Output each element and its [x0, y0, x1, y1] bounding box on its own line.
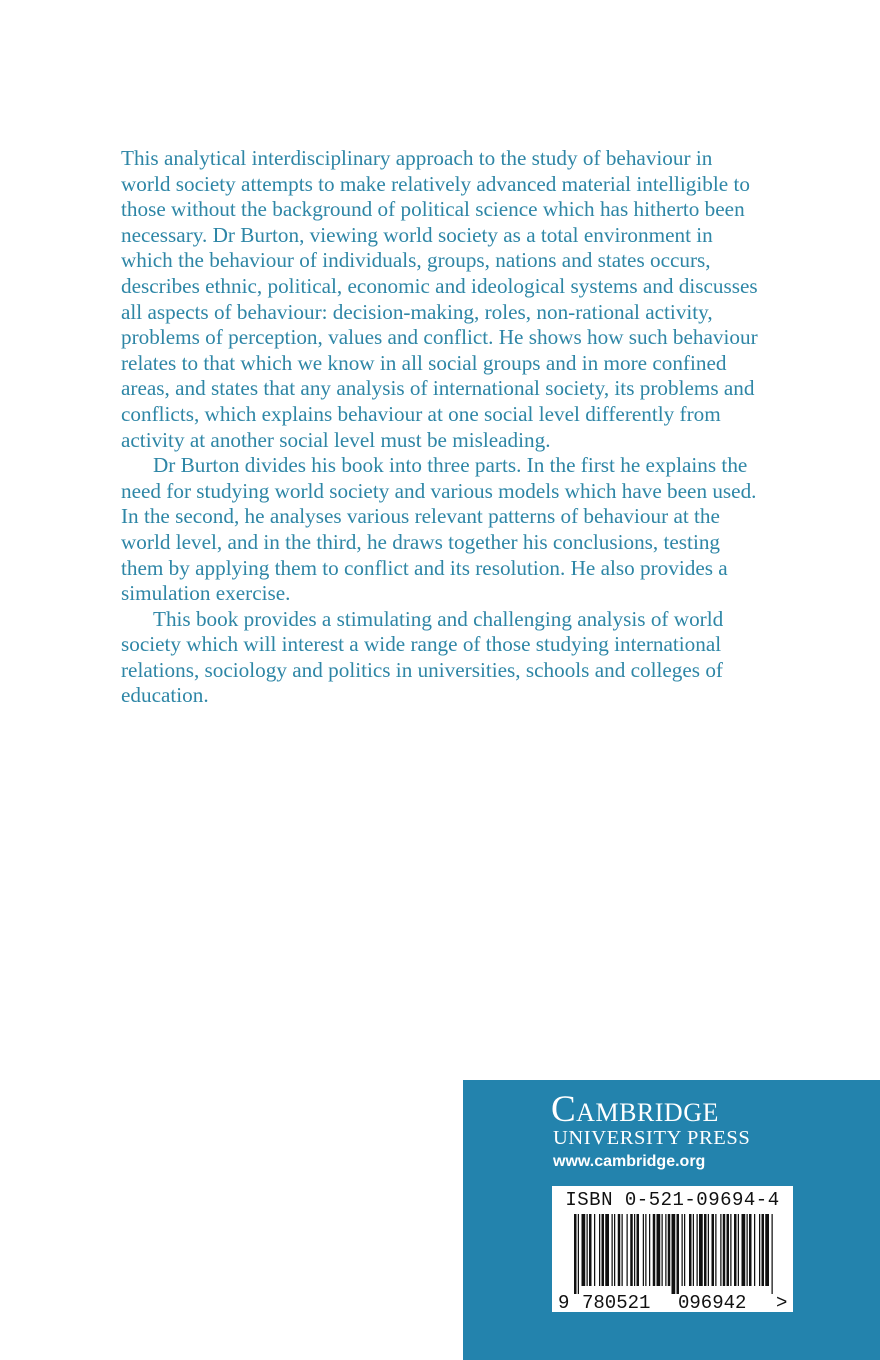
- barcode-bar: [662, 1214, 663, 1286]
- barcode-digit-lead: 9: [558, 1292, 570, 1312]
- barcode-bar: [749, 1214, 752, 1286]
- barcode-bar: [715, 1214, 716, 1286]
- barcode-bar: [618, 1214, 621, 1286]
- isbn-label: ISBN 0-521-09694-4: [565, 1189, 780, 1211]
- barcode-bar: [614, 1214, 615, 1286]
- barcode-bar: [594, 1214, 595, 1286]
- barcode-bar: [697, 1214, 698, 1286]
- barcode-bar: [720, 1214, 721, 1286]
- barcode-bar: [637, 1214, 640, 1286]
- barcode-bar: [734, 1214, 737, 1286]
- barcode-bar: [759, 1214, 760, 1286]
- barcode-bar: [602, 1214, 605, 1286]
- barcode-digit-trail: >: [776, 1292, 788, 1312]
- barcode-bar: [578, 1214, 579, 1294]
- barcode-bar: [738, 1214, 739, 1286]
- publisher-logo: Cambridge: [551, 1089, 719, 1130]
- barcode-bar: [668, 1214, 671, 1286]
- barcode-box: [552, 1186, 793, 1312]
- back-cover-blurb: [121, 146, 761, 709]
- barcode-bar: [627, 1214, 628, 1286]
- barcode-bar: [574, 1214, 577, 1294]
- barcode-bar: [723, 1214, 726, 1286]
- barcode-bar: [649, 1214, 650, 1286]
- publisher-panel: [463, 1080, 880, 1360]
- barcode-bar: [599, 1214, 600, 1286]
- barcode-bar: [630, 1214, 633, 1286]
- barcode-digits-right: 096942: [678, 1292, 747, 1312]
- barcode-bar: [612, 1214, 613, 1286]
- barcode-bar: [754, 1214, 755, 1286]
- barcode-bar: [587, 1214, 588, 1286]
- barcode-bar: [682, 1214, 683, 1286]
- barcode-bar: [772, 1214, 773, 1294]
- barcode-bar: [699, 1214, 703, 1286]
- barcode-bars: [574, 1214, 773, 1294]
- barcode-bar: [684, 1214, 685, 1286]
- barcode-bar: [689, 1214, 692, 1286]
- publisher-subtitle: UNIVERSITY PRESS: [553, 1127, 751, 1149]
- barcode-bar: [645, 1214, 646, 1286]
- barcode-bar: [693, 1214, 694, 1286]
- barcode-bar: [742, 1214, 746, 1286]
- barcode-bar: [708, 1214, 709, 1286]
- barcode-bar: [672, 1214, 676, 1294]
- barcode-bar: [657, 1214, 661, 1286]
- barcode-bar: [712, 1214, 715, 1286]
- barcode-bar: [727, 1214, 730, 1286]
- barcode-bar: [643, 1214, 644, 1286]
- barcode-bar: [653, 1214, 656, 1286]
- barcode: [552, 1212, 793, 1312]
- barcode-bar: [665, 1214, 666, 1286]
- barcode-bar: [747, 1214, 748, 1286]
- barcode-bar: [730, 1214, 731, 1286]
- barcode-bar: [634, 1214, 635, 1286]
- barcode-bar: [589, 1214, 592, 1286]
- barcode-digits-left: 780521: [582, 1292, 651, 1312]
- barcode-bar: [582, 1214, 586, 1286]
- barcode-bar: [622, 1214, 623, 1286]
- barcode-bar: [605, 1214, 609, 1286]
- barcode-bar: [677, 1214, 680, 1294]
- barcode-bar: [765, 1214, 769, 1286]
- blurb-paragraph-2: Dr Burton divides his book into three parts. In the first he explains the need for studying world society and various models which have been used. In the second, he analyses various relevant patterns of behaviour at the world level, and in the third, he draws together his conclusions, testing them by applying them to conflict and its resolution. He also provides a simulation exercise.: [121, 453, 757, 606]
- blurb-paragraph-3: This book provides a stimulating and challenging analysis of world society which will interest a wide range of those studying international relations, sociology and politics in universities, schools and colleges of education.: [121, 606, 724, 708]
- barcode-bar: [762, 1214, 765, 1286]
- publisher-url: www.cambridge.org: [553, 1153, 706, 1170]
- barcode-bar: [704, 1214, 707, 1286]
- blurb-paragraph-1: This analytical interdisciplinary approach to the study of behaviour in world society attempts to make relatively advanced material intelligible to those without the background of political science which has hitherto been necessary. Dr Burton, viewing world society as a total environment in which the behaviour of individuals, groups, nations and states occurs, describes ethnic, political, economic and ideological systems and discusses all aspects of behaviour: decision-making, roles, non-rational activity, problems of perception, values and conflict. He shows how such behaviour relates to that which we know in all social groups and in more confined areas, and states that any analysis of international society, its problems and conflicts, which explains behaviour at one social level differently from activity at another social level must be misleading.: [121, 146, 758, 452]
